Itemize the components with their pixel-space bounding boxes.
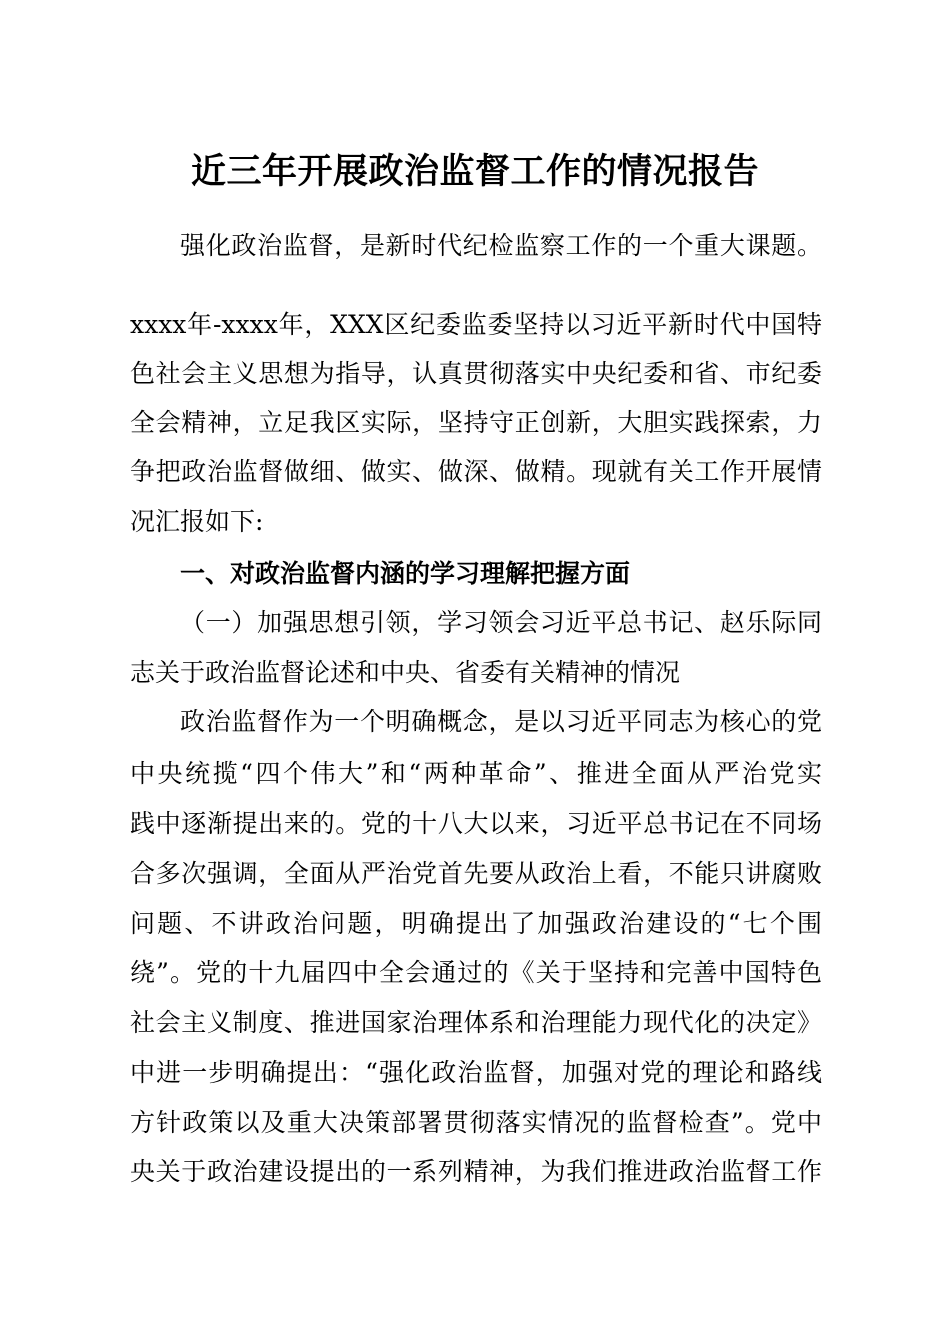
- subsection-heading: （一）加强思想引领，学习领会习近平总书记、赵乐际同: [180, 608, 822, 637]
- body-line: 况汇报如下:: [130, 507, 264, 536]
- body-line: 践中逐渐提出来的。党的十八大以来，习近平总书记在不同场: [130, 809, 822, 838]
- body-line: 央关于政治建设提出的一系列精神，为我们推进政治监督工作: [130, 1157, 822, 1186]
- document-title: 近三年开展政治监督工作的情况报告: [190, 152, 759, 192]
- body-line: 方针政策以及重大决策部署贯彻落实情况的监督检查”。党中: [130, 1108, 822, 1137]
- body-line: 绕”。党的十九届四中全会通过的《关于坚持和完善中国特色: [130, 958, 822, 987]
- body-line: 中进一步明确提出：“强化政治监督，加强对党的理论和路线: [130, 1058, 822, 1087]
- body-line: 中央统揽“四个伟大”和“两种革命”、推进全面从严治党实: [130, 759, 822, 788]
- body-line: 政治监督作为一个明确概念，是以习近平同志为核心的党: [180, 707, 822, 736]
- subsection-heading-cont: 志关于政治监督论述和中央、省委有关精神的情况: [130, 658, 681, 687]
- body-line: 色社会主义思想为指导，认真贯彻落实中央纪委和省、市纪委: [130, 359, 822, 388]
- body-line: 全会精神，立足我区实际，坚持守正创新，大胆实践探索，力: [130, 408, 822, 437]
- body-line: 争把政治监督做细、做实、做深、做精。现就有关工作开展情: [130, 457, 822, 486]
- body-line: 合多次强调，全面从严治党首先要从政治上看，不能只讲腐败: [130, 859, 822, 888]
- body-line: 社会主义制度、推进国家治理体系和治理能力现代化的决定》: [130, 1008, 822, 1037]
- body-line: xxxx年-xxxx年，XXX区纪委监委坚持以习近平新时代中国特: [130, 310, 822, 339]
- body-line: 问题、不讲政治问题，明确提出了加强政治建设的“七个围: [130, 909, 822, 938]
- body-line: 强化政治监督，是新时代纪检监察工作的一个重大课题。: [180, 231, 822, 260]
- section-heading: 一、对政治监督内涵的学习理解把握方面: [180, 559, 631, 588]
